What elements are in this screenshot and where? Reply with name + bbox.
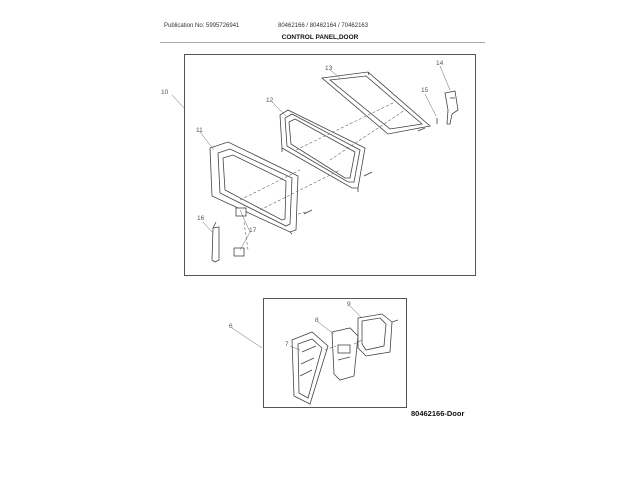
callout-11: 11: [196, 127, 203, 134]
section-title: CONTROL PANEL,DOOR: [281, 34, 359, 41]
callout-9: 9: [347, 301, 351, 308]
door-handle-part: [212, 222, 219, 262]
model-numbers: 80462166 / 80462164 / 70462163: [278, 23, 369, 29]
publication-number: Publication No: 5995726941: [164, 23, 240, 29]
hinge-lower-part: [234, 248, 244, 256]
callout-16: 16: [197, 215, 205, 222]
control-board-part: [332, 328, 358, 380]
callout-14: 14: [436, 60, 444, 67]
callout-6: 6: [229, 323, 233, 330]
callout-17: 17: [249, 227, 257, 234]
screw-part: [364, 172, 372, 176]
callout-7: 7: [285, 341, 289, 348]
control-bracket-part: [358, 314, 398, 356]
door-window-frame-part: [210, 142, 298, 234]
diagram-label: 80462166-Door: [411, 409, 465, 418]
callout-12: 12: [266, 97, 274, 104]
callout-10: 10: [161, 89, 169, 96]
callout-13: 13: [325, 65, 333, 72]
callout-15: 15: [421, 87, 429, 94]
door-outer-frame-part: [322, 72, 430, 134]
callout-8: 8: [315, 317, 319, 324]
door-latch-part: [445, 91, 458, 124]
control-panel-face-part: [292, 332, 328, 404]
